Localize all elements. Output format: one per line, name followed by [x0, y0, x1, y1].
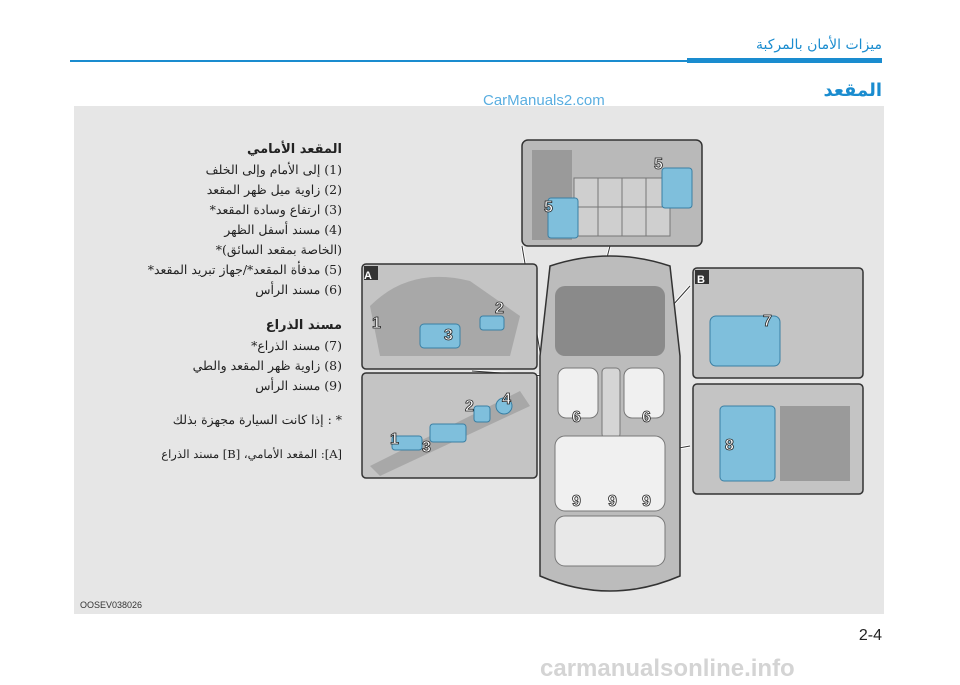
arm-rest-item: (8) زاوية ظهر المقعد والطي [192, 358, 342, 373]
inset-seat-heater [522, 140, 702, 246]
front-seat-item: (1) إلى الأمام وإلى الخلف [205, 162, 342, 177]
callout-4: 4 [502, 391, 511, 408]
inset-a-lower-controls [362, 373, 537, 478]
watermark-top: CarManuals2.com [483, 92, 605, 109]
callout-1: 1 [390, 431, 399, 448]
header-title: ميزات الأمان بالمركبة [756, 37, 882, 53]
front-seat-item: (4) مسند أسفل الظهر [224, 222, 342, 237]
label-a: A [364, 270, 372, 282]
callout-1: 1 [372, 315, 381, 332]
callout-2: 2 [465, 398, 474, 415]
front-seat-item: (6) مسند الرأس [255, 282, 342, 297]
front-seat-item: (الخاصة بمقعد السائق)* [215, 242, 342, 257]
callout-6: 6 [642, 409, 651, 426]
callout-3: 3 [444, 327, 453, 344]
arm-rest-title: مسند الذراع [265, 318, 342, 333]
inset-b-seatback [693, 384, 863, 494]
callout-9: 9 [608, 493, 617, 510]
section-title: المقعد [823, 80, 882, 101]
page-number: 2-4 [858, 627, 882, 644]
callout-2: 2 [495, 300, 504, 317]
inset-b-arm-rest [693, 268, 863, 378]
callout-7: 7 [763, 313, 772, 330]
callout-9: 9 [572, 493, 581, 510]
front-seat-item: (5) مدفأة المقعد*/جهاز تبريد المقعد* [147, 262, 342, 277]
header-accent-bar [687, 58, 882, 63]
arm-rest-item: (7) مسند الذراع* [251, 338, 342, 353]
inset-a-seat-controls [362, 264, 537, 369]
label-b: B [697, 274, 705, 286]
equipped-note: * : إذا كانت السيارة مجهزة بذلك [172, 412, 342, 427]
front-seat-item: (3) ارتفاع وسادة المقعد* [209, 202, 342, 217]
callout-8: 8 [725, 437, 734, 454]
front-seat-title: المقعد الأمامي [246, 142, 342, 157]
watermark-bottom: carmanualsonline.info [540, 655, 795, 682]
figure-code: OOSEV038026 [80, 600, 143, 610]
front-seat-item: (2) زاوية ميل ظهر المقعد [206, 182, 342, 197]
callout-6: 6 [572, 409, 581, 426]
arm-rest-item: (9) مسند الرأس [255, 378, 342, 393]
car-top-view [540, 256, 680, 591]
callout-9: 9 [642, 493, 651, 510]
seat-figure [350, 106, 880, 614]
legend-note: [A]: المقعد الأمامي، [B] مسند الذراع [161, 447, 342, 461]
seat-description [112, 140, 342, 464]
callout-5: 5 [654, 156, 663, 173]
callout-3: 3 [422, 439, 431, 456]
seat-heater-switch-right [662, 168, 692, 208]
callout-5: 5 [544, 199, 553, 216]
